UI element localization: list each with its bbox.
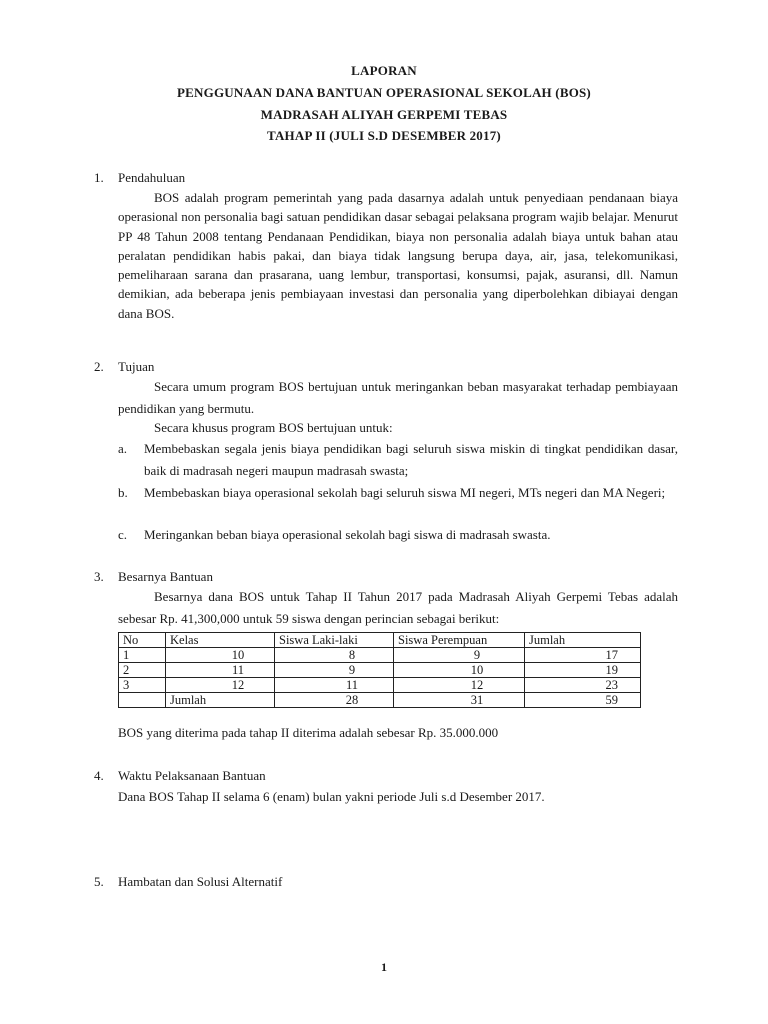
section-1-heading: Pendahuluan — [118, 170, 186, 185]
section-2-paragraph — [118, 376, 678, 420]
list-item-b: Membebaskan biaya operasional sekolah bagi seluruh siswa MI negeri, MTs negeri dan MA Negeri; — [144, 485, 666, 500]
table-header-row — [119, 633, 641, 648]
title-laporan: LAPORAN — [351, 63, 417, 78]
table-cell: 23 — [525, 678, 641, 693]
table-row — [119, 678, 641, 693]
table-header-cell: Jumlah — [525, 633, 641, 648]
table-cell: 10 — [394, 663, 525, 678]
table-cell: 11 — [166, 663, 275, 678]
section-3-body: Besarnya dana BOS untuk Tahap II Tahun 2017 pada Madrasah Aliyah Gerpemi Tebas adalah sebesar Rp. 41,300,000 untuk 59 siswa dengan perincian sebagai berikut: — [118, 589, 678, 626]
table-cell: 59 — [525, 693, 641, 708]
list-item-c: Meringankan beban biaya operasional sekolah bagi siswa di madrasah swasta. — [144, 527, 551, 542]
table-cell: 12 — [394, 678, 525, 693]
section-4-body: Dana BOS Tahap II selama 6 (enam) bulan yakni periode Juli s.d Desember 2017. — [118, 789, 545, 804]
list-item-b-mark: b. — [118, 485, 128, 500]
section-2-number: 2. — [94, 359, 104, 374]
section-3-paragraph — [118, 586, 678, 630]
table-cell: 31 — [394, 693, 525, 708]
table-header-cell: No — [119, 633, 166, 648]
table-cell — [119, 693, 166, 708]
list-item-c-mark: c. — [118, 527, 128, 542]
title-period: TAHAP II (JULI S.D DESEMBER 2017) — [267, 128, 501, 143]
table-cell: 9 — [394, 648, 525, 663]
section-3-heading: Besarnya Bantuan — [118, 569, 213, 584]
section-4-number: 4. — [94, 768, 104, 783]
title-school: MADRASAH ALIYAH GERPEMI TEBAS — [260, 107, 508, 122]
table-cell: 12 — [166, 678, 275, 693]
section-1-body: BOS adalah program pemerintah yang pada dasarnya adalah untuk penyediaan pendanaan biaya operasional non personalia bagi satuan pendidikan dasar sebagai pelaksana program wajib belajar. Menurut PP 48 Tahun 2008 tentang Pendanaan Pendidikan, biaya non personalia adalah biaya untuk bahan atau peralatan pendidikan habis pakai, dan biaya tidak langsung berupa daya, air, jasa, telekomunikasi, pemeliharaan sarana dan prasarana, uang lembur, transportasi, konsumsi, pajak, asuransi, dll. Namun demikian, ada beberapa jenis pembiayaan investasi dan personalia yang diperbolehkan dibiayai dengan dana BOS. — [118, 190, 678, 321]
table-cell: Jumlah — [166, 693, 275, 708]
section-1-number: 1. — [94, 170, 104, 185]
table-total-row — [119, 693, 641, 708]
table-row — [119, 648, 641, 663]
page-number: 1 — [381, 960, 387, 974]
table-cell: 3 — [119, 678, 166, 693]
section-5-number: 5. — [94, 874, 104, 889]
section-5-heading: Hambatan dan Solusi Alternatif — [118, 874, 283, 889]
section-4-heading: Waktu Pelaksanaan Bantuan — [118, 768, 266, 783]
section-2-body: Secara umum program BOS bertujuan untuk meringankan beban masyarakat terhadap pembiayaan pendidikan yang bermutu. — [118, 379, 678, 416]
table-cell: 11 — [275, 678, 394, 693]
list-item-a: Membebaskan segala jenis biaya pendidikan bagi seluruh siswa miskin di tingkat pendidikan dasar, baik di madrasah negeri maupun madrasah swasta; — [144, 441, 678, 478]
table-header-cell: Siswa Laki-laki — [275, 633, 394, 648]
table-cell: 28 — [275, 693, 394, 708]
section-2-subintro: Secara khusus program BOS bertujuan untuk: — [154, 420, 393, 435]
section-3-number: 3. — [94, 569, 104, 584]
table-row — [119, 663, 641, 678]
section-2-heading: Tujuan — [118, 359, 155, 374]
table-header-cell: Kelas — [166, 633, 275, 648]
title-program: PENGGUNAAN DANA BANTUAN OPERASIONAL SEKOLAH (BOS) — [177, 85, 591, 100]
table-cell: 10 — [166, 648, 275, 663]
table-header-cell: Siswa Perempuan — [394, 633, 525, 648]
table-cell: 8 — [275, 648, 394, 663]
table-cell: 17 — [525, 648, 641, 663]
table-cell: 19 — [525, 663, 641, 678]
section-1-paragraph — [118, 188, 678, 323]
list-item-a-mark: a. — [118, 441, 128, 456]
table-cell: 1 — [119, 648, 166, 663]
section-3-note: BOS yang diterima pada tahap II diterima adalah sebesar Rp. 35.000.000 — [118, 725, 499, 740]
student-count-table — [118, 632, 641, 708]
table-cell: 2 — [119, 663, 166, 678]
table-cell: 9 — [275, 663, 394, 678]
